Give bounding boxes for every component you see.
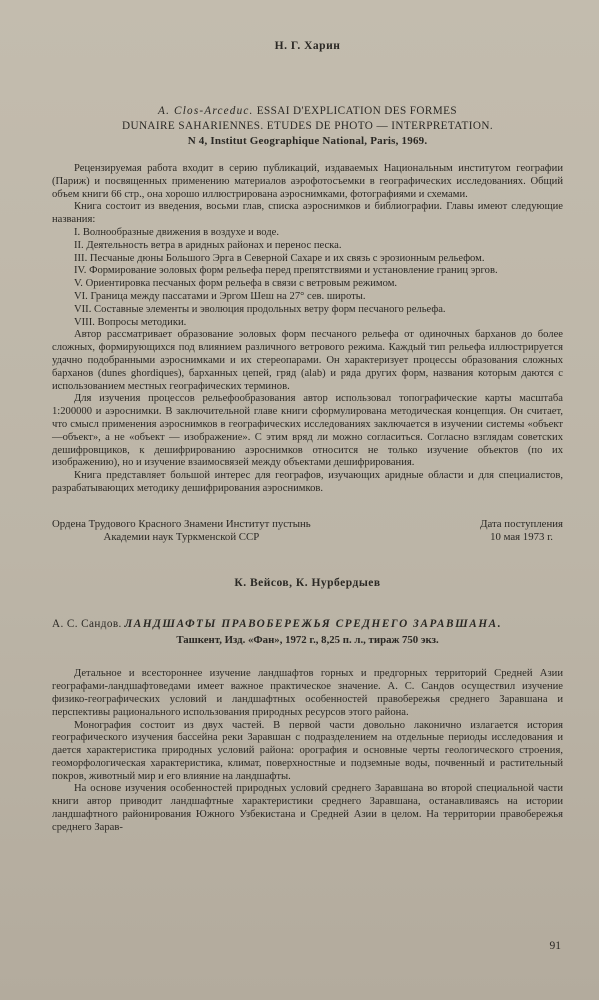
review2-title-sub: Ташкент, Изд. «Фан», 1972 г., 8,25 п. л., тираж 750 экз. bbox=[176, 634, 439, 647]
review1-reviewer: Н. Г. Харин bbox=[274, 40, 341, 52]
review1-chapter: V. Ориентировка песчаных форм рельефа в связи с ветровым режимом. bbox=[74, 278, 398, 290]
review1-body bbox=[52, 163, 563, 496]
review1-title-line2: DUNAIRE SAHARIENNES. ETUDES DE PHOTO — INTERPRETATION. bbox=[121, 120, 494, 132]
review2-paragraph: Монография состоит из двух частей. В первой части довольно лаконично излагается история географического изучения бассейна реки Заравшан с подразделением на отдельные периоды исследования и дается характеристика природных условий района: орография и основные черты геологического строения, геоморфологическая характеристика, климат, поверхностные и подземные воды, почвенный и растительный покров, животный мир и его влияние на ландшафты. bbox=[52, 719, 563, 782]
review1-chapter: I. Волнообразные движения в воздухе и воде. bbox=[74, 226, 280, 238]
review2-paragraph: На основе изучения особенностей природных условий среднего Заравшана во второй специальной части книги автор приводит ландшафтные характеристики среднего Заравшана, останавливаясь на истории ландшафтного районирования Южного Узбекистана и Средней Азии в целом. На территории правобережья среднего Зарав- bbox=[52, 783, 563, 833]
review2-title-main: ЛАНДШАФТЫ ПРАВОБЕРЕЖЬЯ СРЕДНЕГО ЗАРАВШАНА. bbox=[124, 618, 503, 631]
review1-chapter: VI. Граница между пассатами и Эргом Шеш на 27° сев. широты. bbox=[74, 290, 366, 302]
review2-reviewers: К. Вейсов, К. Нурбердыев bbox=[234, 577, 381, 590]
review2-body bbox=[52, 668, 563, 834]
received-date-label: Дата поступления bbox=[480, 517, 563, 530]
review1-paragraph: Рецензируемая работа входит в серию публикаций, издаваемых Национальным институтом географии (Париж) и посвященных применению материалов аэрофотосъемки в географических исследованиях. Общий объем книги 66 стр., она хорошо иллюстрирована аэроснимками, фотографиями и схемами. bbox=[52, 163, 563, 200]
review2-title bbox=[52, 617, 563, 632]
received-date-value: 10 мая 1973 г. bbox=[490, 530, 553, 543]
review2-title-author: А. С. Сандов. bbox=[52, 618, 122, 631]
review1-title bbox=[52, 104, 563, 149]
review1-paragraph: Для изучения процессов рельефообразования автор использовал топографические карты масштаба 1:200000 и аэроснимки. В заключительной главе книги сформулирована методическая концепция. Он считает, что смысл применения аэроснимков в географических исследованиях заключается в изучении системы «объект—объект», а не «объект — изображение». С этим вряд ли можно согласиться. Согласно взглядам советских дешифровщиков, к дешифрированию аэроснимков относится не только изучение объектов (по их изображению), но и изучение взаимосвязей между объектами дешифрирования. bbox=[52, 393, 563, 469]
received-date bbox=[480, 518, 563, 544]
review1-chapter: IV. Формирование эоловых форм рельефа перед препятствиями и установление границ эргов. bbox=[74, 265, 498, 277]
institution-line1: Ордена Трудового Красного Знамени Институт пустынь bbox=[52, 517, 311, 530]
review1-chapter: VIII. Вопросы методики. bbox=[74, 316, 187, 328]
review1-chapter: VII. Составные элементы и эволюция продольных ветру форм песчаного рельефа. bbox=[74, 303, 446, 315]
review2-paragraph: Детальное и всестороннее изучение ландшафтов горных и предгорных территорий Средней Азии географами-ландшафтоведами имеет важное практическое значение. А. С. Сандов осуществил изучение физико-географических условий и ландшафтных особенностей правобережья среднего Заравшана и перспективы рационального использования природных ресурсов этого района. bbox=[52, 668, 563, 718]
page-number: 91 bbox=[549, 940, 561, 952]
review1-title-line1: ESSAI D'EXPLICATION DES FORMES bbox=[256, 105, 457, 117]
review1-title-line3: N 4, Institut Geographique National, Paris, 1969. bbox=[187, 135, 428, 147]
review1-paragraph: Автор рассматривает образование эоловых форм песчаного рельефа от одиночных барханов до более сложных, формирующихся под влиянием различного ветрового режима. Каждый тип рельефа иллюстрируется удачно подобранными аэроснимками и их стереопарами. Он характеризует процессы образования сложных барханов (dunes ghordiques), барханных цепей, гряд (alab) и ряда других форм, названия которым даются с использованием местных географических терминов. bbox=[52, 329, 563, 392]
institution-line2: Академии наук Туркменской ССР bbox=[103, 530, 260, 543]
review1-signature bbox=[52, 518, 563, 544]
institution bbox=[52, 518, 311, 544]
review1-paragraph: Книга представляет большой интерес для географов, изучающих аридные области и для специалистов, разрабатывающих методику дешифрирования аэроснимков. bbox=[52, 470, 563, 494]
review1-chapter: II. Деятельность ветра в аридных районах и перенос песка. bbox=[74, 239, 342, 251]
review1-chapter: III. Песчаные дюны Большого Эрга в Северной Сахаре и их связь с эрозионным рельефом. bbox=[74, 252, 485, 264]
review1-title-author: A. Clos-Arceduc. bbox=[158, 105, 254, 117]
review1-paragraph: Книга состоит из введения, восьми глав, списка аэроснимков и библиографии. Главы имеют следующие названия: bbox=[52, 201, 563, 226]
